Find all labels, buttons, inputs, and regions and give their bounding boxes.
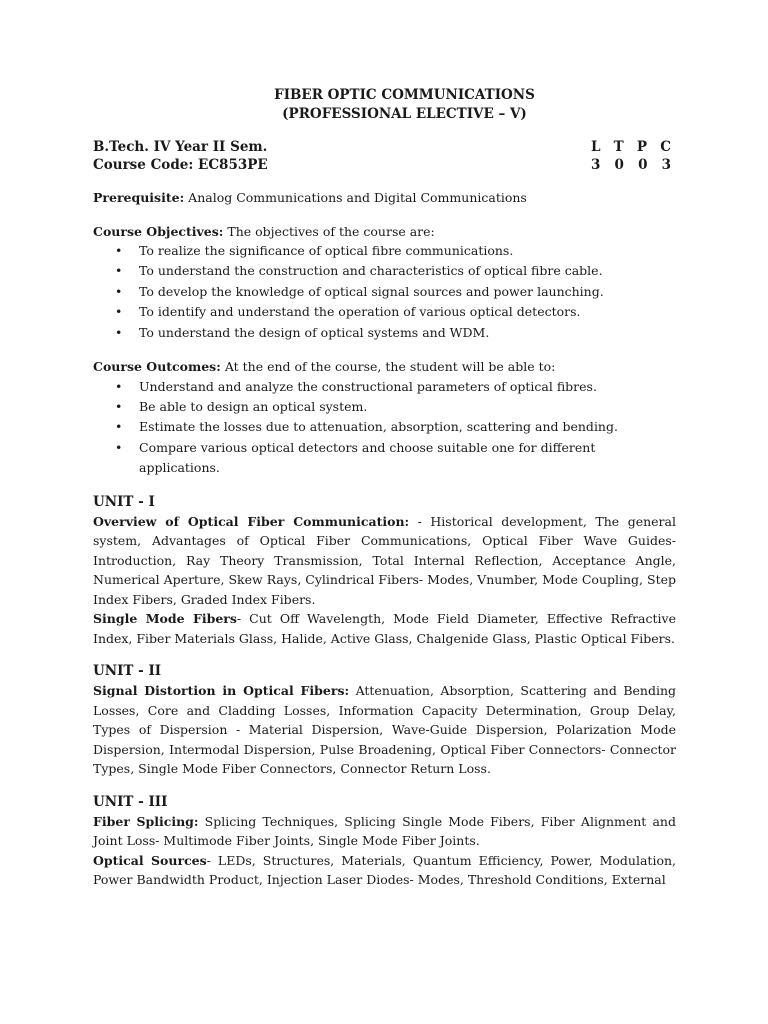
prerequisite-text: Analog Communications and Digital Communications xyxy=(184,190,527,205)
unit-2-paragraph-1 xyxy=(93,681,676,779)
list-item xyxy=(93,397,676,417)
bullet-icon: • xyxy=(115,398,123,414)
list-item xyxy=(93,438,676,479)
unit-1-heading: UNIT - I xyxy=(93,493,155,510)
course-subtitle: (PROFESSIONAL ELECTIVE – V) xyxy=(282,106,527,122)
unit-3-heading: UNIT - III xyxy=(93,793,168,810)
bullet-icon: • xyxy=(115,283,123,299)
program-row xyxy=(93,138,676,156)
bullet-icon: • xyxy=(115,304,123,320)
list-item-text: Compare various optical detectors and choose suitable one for different applications. xyxy=(139,439,596,476)
list-item-text: To understand the construction and characteristics of optical fibre cable. xyxy=(139,263,603,279)
bullet-icon: • xyxy=(115,324,123,340)
topic-text: - Historical development, The general system, Advantages of Optical Fiber Communications, Optical Fiber Wave Guides- Introduction, Ray Theory Transmission, Total Internal Reflection, Acceptance Angle, Numerical Aperture, Skew Rays, Cylindrical Fibers- Modes, Vnumber, Mode Coupling, Step Index Fibers, Graded Index Fibers. xyxy=(93,513,676,607)
topic-text: - LEDs, Structures, Materials, Quantum Efficiency, Power, Modulation, Power Bandwidth Product, Injection Laser Diodes- Modes, Threshold Conditions, External xyxy=(93,852,676,888)
program-label: B.Tech. IV Year II Sem. xyxy=(93,139,268,155)
topic-text: - Cut Off Wavelength, Mode Field Diameter, Effective Refractive Index, Fiber Materials Glass, Halide, Active Glass, Chalgenide Glass, Plastic Optical Fibers. xyxy=(93,611,676,646)
ltpc-values xyxy=(591,156,671,174)
list-item xyxy=(93,323,676,343)
list-item-text: To realize the significance of optical fibre communications. xyxy=(139,243,514,258)
list-item xyxy=(93,417,676,437)
topic-text: Attenuation, Absorption, Scattering and Bending Losses, Core and Cladding Losses, Information Capacity Determination, Group Delay, Types of Dispersion - Material Dispersion, Wave-Guide Dispersion, Polarization Mode Dispersion, Intermodal Dispersion, Pulse Broadening, Optical Fiber Connectors- Connector Types, Single Mode Fiber Connectors, Connector Return Loss. xyxy=(93,683,677,777)
list-item-text: To understand the design of optical systems and WDM. xyxy=(139,324,490,340)
list-item-text: Understand and analyze the constructional parameters of optical fibres. xyxy=(139,378,597,394)
list-item xyxy=(93,302,676,322)
list-item xyxy=(93,377,676,397)
topic-heading: Single Mode Fibers xyxy=(93,611,237,627)
topic-heading: Overview of Optical Fiber Communication: xyxy=(93,513,410,529)
ltpc-label-c: C xyxy=(660,139,671,155)
outcomes-label: Course Outcomes: xyxy=(93,359,221,375)
prerequisite-label: Prerequisite: xyxy=(93,190,185,205)
unit-3-paragraph-1 xyxy=(93,812,676,851)
objectives-list xyxy=(93,241,676,343)
ltpc-label-p: P xyxy=(636,139,648,155)
bullet-icon: • xyxy=(115,439,123,455)
course-title: FIBER OPTIC COMMUNICATIONS xyxy=(274,87,535,103)
objectives-intro xyxy=(93,222,676,242)
outcomes-list xyxy=(93,377,676,479)
ltpc-label-l: L xyxy=(591,139,601,155)
unit-1-paragraph-1 xyxy=(93,512,676,610)
objectives-label: Course Objectives: xyxy=(93,223,224,239)
list-item-text: To develop the knowledge of optical signal sources and power launching. xyxy=(139,283,604,299)
outcomes-intro xyxy=(93,357,676,377)
bullet-icon: • xyxy=(115,243,123,258)
course-code: Course Code: EC853PE xyxy=(93,157,268,173)
list-item-text: Be able to design an optical system. xyxy=(139,398,368,414)
ltpc-label-t: T xyxy=(613,139,624,155)
prerequisite xyxy=(93,188,676,208)
unit-1-paragraph-2 xyxy=(93,609,676,648)
ltpc-value-c: 3 xyxy=(661,157,671,173)
topic-text: Splicing Techniques, Splicing Single Mode Fibers, Fiber Alignment and Joint Loss- Multimode Fiber Joints, Single Mode Fiber Joints. xyxy=(93,813,676,849)
bullet-icon: • xyxy=(115,378,123,394)
outcomes-intro-text: At the end of the course, the student will be able to: xyxy=(220,359,556,375)
unit-2-heading: UNIT - II xyxy=(93,663,162,680)
document-page xyxy=(93,86,676,890)
topic-heading: Signal Distortion in Optical Fibers: xyxy=(93,683,350,699)
list-item-text: To identify and understand the operation of various optical detectors. xyxy=(139,304,581,320)
bullet-icon: • xyxy=(115,263,123,279)
ltpc-value-t: 0 xyxy=(614,157,624,173)
topic-heading: Optical Sources xyxy=(93,852,207,868)
objectives-intro-text: The objectives of the course are: xyxy=(223,223,435,239)
list-item xyxy=(93,241,676,261)
ltpc-value-l: 3 xyxy=(591,157,601,173)
list-item xyxy=(93,282,676,302)
ltpc-labels xyxy=(591,138,671,156)
topic-heading: Fiber Splicing: xyxy=(93,813,199,829)
list-item-text: Estimate the losses due to attenuation, absorption, scattering and bending. xyxy=(139,419,618,435)
list-item xyxy=(93,261,676,281)
unit-3-paragraph-2 xyxy=(93,851,676,890)
bullet-icon: • xyxy=(115,419,123,435)
course-code-row xyxy=(93,156,676,174)
ltpc-value-p: 0 xyxy=(638,157,648,173)
